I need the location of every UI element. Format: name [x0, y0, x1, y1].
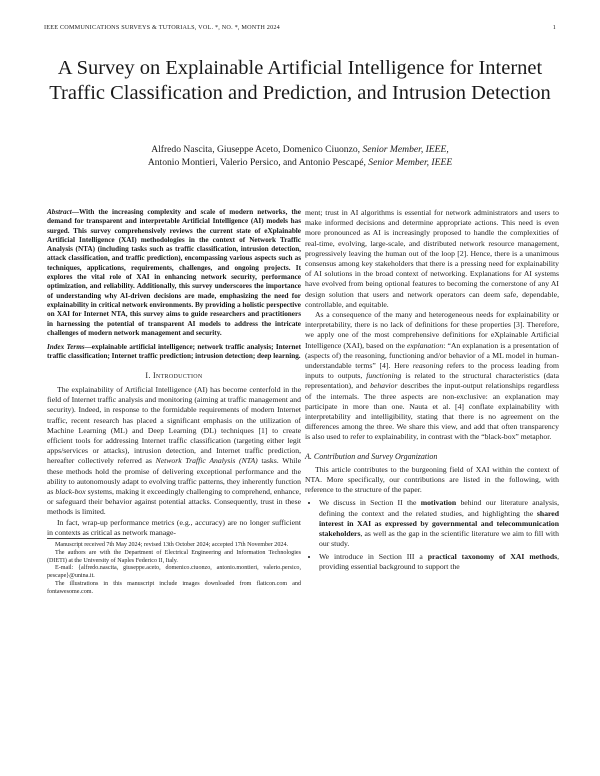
footnote-rule	[47, 538, 127, 539]
right-paragraph-2: As a consequence of the many and heterogeneous needs for explainability or interpretability, there is no lack of definitions for these properties [3]. Therefore, we apply one of the most comprehensive definitions for eXplainable Artificial Intelligence (XAI), based on the explanation: “An explanation is a presentation of (aspects of) the reasoning, functioning and/or behavior of a ML model in human-understandable terms” [4]. Here reasoning refers to the process leading from inputs to outputs, functioning is related to the structural characteristics (data representation), and behavior describes the input-output relationships regardless of the internals. The three aspects are non-exclusive: an explanation may participate in more than one. Nauta et al. [4] conflate explainability with interpretability and intelligibility, stating that there is no agreement on the differences among the three. We share this view, and add that often transparency is also used to refer to explainability, in contrast with the “black-box” metaphor.	[305, 310, 560, 442]
list-item: • We discuss in Section II the motivation behind our literature analysis, defining the context and the related studies, and highlighting the shared interest in XAI as expressed by governmental and telecommunication stakeholders, as well as the gap in the scientific literature we aim to fill with our study.	[319, 498, 559, 549]
journal-name: IEEE COMMUNICATIONS SURVEYS & TUTORIALS, VOL. *, NO. *, MONTH 2024	[44, 24, 280, 31]
paper-title: A Survey on Explainable Artificial Intelligence for Internet Traffic Classification and Prediction, and Intrusion Detection	[49, 57, 551, 104]
intro-paragraph-2: In fact, wrap-up performance metrics (e.g., accuracy) are no longer sufficient in contexts as critical as network manage-	[47, 517, 301, 537]
index-terms-text: —explainable artificial intelligence; network traffic analysis; Internet traffic classification; Internet traffic prediction; intrusion detection; deep learning.	[47, 343, 301, 361]
index-terms	[47, 343, 301, 362]
authors-line-2: Antonio Montieri, Valerio Persico, and Antonio Pescapé,	[147, 157, 366, 168]
running-header	[44, 24, 556, 31]
page-number: 1	[552, 24, 556, 31]
footnote-email: E-mail: {alfredo.nascita, giuseppe.aceto, domenico.ciuonzo, antonio.montieri, valerio.persico, pescape}@unina.it.	[47, 565, 301, 580]
footnote-received: Manuscript received 7th May 2024; revised 13th October 2024; accepted 17th November 2024.	[55, 542, 289, 548]
index-terms-label: Index Terms	[47, 343, 85, 352]
footnote-illustrations: The illustrations in this manuscript include images downloaded from flaticon.com and fontawesome.com.	[47, 580, 301, 595]
abstract	[47, 208, 301, 338]
authors-line-1-role: Senior Member, IEEE,	[362, 144, 449, 155]
intro-paragraph-1: The explainability of Artificial Intelligence (AI) has become centerfold in the field of Internet traffic analysis and monitoring (aiming at traffic management and security). Indeed, in response to the formidable requirements of modern Internet traffic, recent research has placed a significant emphasis on the utilization of Machine Learning (ML) and Deep Learning (DL) techniques [1] to create efficient tools for addressing Internet traffic classification (targeting either legit apps/services or attacks), intrusion detection, and Internet traffic prediction, hereafter collectively referred as Network Traffic Analysis (NTA) tasks. While these methods hold the promise of delivering exceptional performance and the ability to autonomously adapt to evolving traffic patterns, they inherently function as black-box systems, making it exceedingly challenging to comprehend, enhance, or safeguard their behavior against potential attacks. Consequently, trust in these methods is limited.	[47, 384, 301, 517]
section-heading-introduction: I. Introduction	[145, 370, 203, 380]
abstract-text: —With the increasing complexity and scale of modern networks, the demand for transparent and interpretable Artificial Intelligence (AI) models has surged. This survey comprehensively reviews the current state of eXplainable Artificial Intelligence (XAI) methodologies in the context of Network Traffic Analysis (NTA) (including tasks such as traffic classification, intrusion detection, attack classification, and traffic prediction), encompassing various aspects such as techniques, applications, requirements, challenges, and ongoing projects. It explores the vital role of XAI in enhancing network security, performance optimization, and reliability. Additionally, this survey underscores the importance of understanding why AI-driven decisions are made, emphasizing the need for explainability in critical network environments. By providing a holistic perspective on XAI for Internet NTA, this survey aims to guide researchers and practitioners in harnessing the potential of transparent AI models to address the intricate challenges of modern network management and security.	[47, 208, 301, 337]
author-list	[40, 143, 560, 169]
contribution-paragraph: This article contributes to the burgeoning field of XAI within the context of NTA. More specifically, our contributions are listed in the following, with reference to the structure of the paper.	[305, 464, 559, 495]
subsection-heading-contribution: A. Contribution and Survey Organization	[305, 451, 438, 461]
right-column	[305, 208, 559, 574]
left-column	[47, 208, 301, 597]
list-item: • We introduce in Section III a practical taxonomy of XAI methods, providing essential background to support the	[319, 552, 559, 572]
footnote-affiliation: The authors are with the Department of Electrical Engineering and Information Technologies (DIETI) at the University of Naples Federico II, Italy.	[47, 549, 301, 564]
abstract-label: Abstract	[47, 208, 72, 216]
contribution-list	[305, 498, 559, 571]
authors-line-2-role: Senior Member, IEEE	[368, 157, 453, 168]
right-paragraph-1: ment; trust in AI algorithms is essential for network administrators and users to make informed decisions and determine appropriate actions. This need is even more pronounced as AI is increasingly proposed to handle the complexities of real-time, evolving, large-scale, and distributed network resource management, progressively leaving the human out of the loop [2]. Hence, there is a unanimous consensus among key stakeholders that there is a pressing need for explainability of AI solutions in the broad context of networking. Explanations for AI systems have evolved from being optional features to becoming the cornerstone of any AI design solution that users and network operators can deem safe, dependable, controllable, and equitable.	[305, 208, 559, 309]
authors-line-1: Alfredo Nascita, Giuseppe Aceto, Domenico Ciuonzo,	[151, 144, 361, 155]
footnotes	[47, 538, 301, 597]
